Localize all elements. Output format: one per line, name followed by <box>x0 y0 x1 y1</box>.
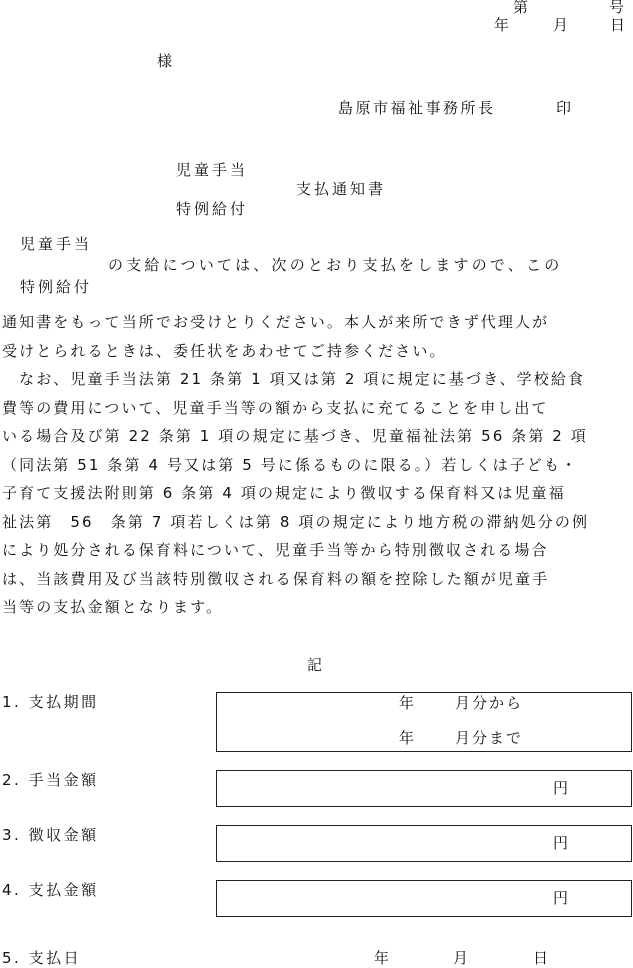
amount-box <box>216 770 632 807</box>
intro-subject2: 特例給付 <box>20 278 93 296</box>
collected-label: 3. 徴収金額 <box>2 826 99 844</box>
pay-date-year: 年 <box>374 949 390 967</box>
recipient-sama: 様 <box>157 52 173 70</box>
pay-date-label: 5. 支払日 <box>2 949 82 967</box>
intro-subject1: 児童手当 <box>20 235 93 253</box>
title-line2: 特例給付 <box>176 200 249 218</box>
body-line: 祉法第 56 条第 7 項若しくは第 8 項の規定により地方税の滞納処分の例 <box>2 512 590 531</box>
intro-line1: の支給については、次のとおり支払をしますので、この <box>108 256 563 274</box>
number-dai: 第 <box>513 0 529 16</box>
period-box <box>216 692 632 752</box>
period-from-year: 年 <box>399 694 415 712</box>
ki-heading: 記 <box>307 656 323 674</box>
amount-yen: 円 <box>553 779 569 797</box>
issuer-seal: 印 <box>556 99 572 117</box>
payment-box <box>216 880 632 917</box>
collected-box <box>216 825 632 862</box>
body-line: は、当該費用及び当該特別徴収される保育料の額を控除した額が児童手 <box>2 569 550 588</box>
page-title: 支払通知書 <box>296 180 387 198</box>
date-month: 月 <box>553 16 569 34</box>
body-line: 子育て支援法附則第 6 条第 4 項の規定により徴収する保育料又は児童福 <box>2 484 566 502</box>
period-label: 1. 支払期間 <box>2 693 99 711</box>
body-line: 通知書をもって当所でお受けとりください。本人が来所できず代理人が <box>2 313 550 331</box>
payment-label: 4. 支払金額 <box>2 881 99 899</box>
body-line: いる場合及び第 22 条第 1 項の規定に基づき、児童福祉法第 56 条第 2 項 <box>2 427 588 445</box>
body-line: なお、児童手当法第 21 条第 1 項又は第 2 項に規定に基づき、学校給食 <box>2 370 586 388</box>
pay-date-day: 日 <box>533 949 549 967</box>
body-line: 受けとられるときは、委任状をあわせてご持参ください。 <box>2 341 447 360</box>
period-from: 月分から <box>455 694 524 712</box>
period-to-year: 年 <box>399 729 415 747</box>
number-go: 号 <box>609 0 625 16</box>
title-line1: 児童手当 <box>176 161 249 179</box>
body-paragraph <box>2 308 633 622</box>
pay-date-month: 月 <box>453 949 469 967</box>
payment-yen: 円 <box>553 889 569 907</box>
date-year: 年 <box>494 16 510 34</box>
date-day: 日 <box>610 16 626 34</box>
body-line: 当等の支払金額となります。 <box>2 598 224 616</box>
body-line: （同法第 51 条第 4 号又は第 5 号に係るものに限る。）若しくは子ども・ <box>2 455 579 474</box>
collected-yen: 円 <box>553 834 569 852</box>
amount-label: 2. 手当金額 <box>2 771 99 789</box>
issuer-name: 島原市福祉事務所長 <box>338 99 496 117</box>
period-to: 月分まで <box>455 729 524 747</box>
body-line: により処分される保育料について、児童手当等から特別徴収される場合 <box>2 541 549 559</box>
body-line: 費等の費用について、児童手当等の額から支払に充てることを申し出て <box>2 398 549 417</box>
